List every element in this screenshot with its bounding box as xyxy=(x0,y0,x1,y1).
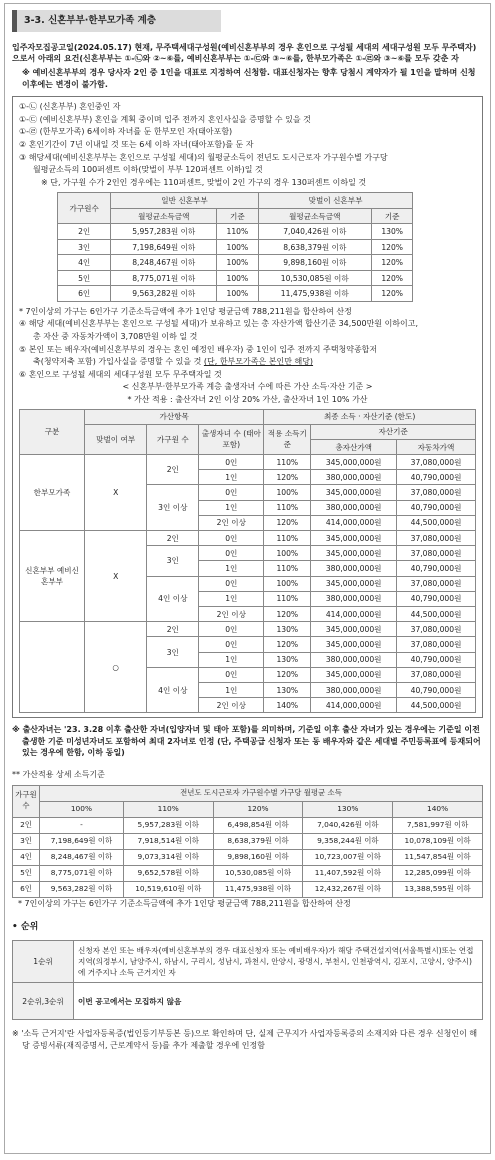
table-row xyxy=(13,817,483,833)
cell: 3인 xyxy=(13,833,40,849)
detail-title: ** 가산적용 상세 소득기준 xyxy=(12,770,105,780)
table-row xyxy=(20,622,476,637)
cell: 414,000,000원 xyxy=(311,606,397,621)
cell: 40,790,000원 xyxy=(397,591,476,606)
cell: 37,080,000원 xyxy=(397,531,476,546)
cell: 4인 xyxy=(58,255,111,271)
cell: 100% xyxy=(217,255,259,271)
cell: 10,519,610원 이하 xyxy=(123,881,213,897)
cell: 0인 xyxy=(199,667,264,682)
cell: 2인 이상 xyxy=(199,515,264,530)
cell: 7,581,997원 이하 xyxy=(393,817,483,833)
cell: 5인 xyxy=(58,270,111,286)
th-std: 기준 xyxy=(371,208,413,224)
members-cell: 3인 xyxy=(147,546,199,576)
cell: 345,000,000원 xyxy=(311,576,397,591)
cell: 1인 xyxy=(199,591,264,606)
cell: 10,530,085원 이하 xyxy=(213,865,303,881)
th-income: 월평균소득금액 xyxy=(111,208,217,224)
bonus-subcaption: * 가산 적용 : 출산자녀 2인 이상 20% 가산, 출산자녀 1인 10% 가산 xyxy=(127,394,368,404)
cell: 0인 xyxy=(199,576,264,591)
cell: 120% xyxy=(371,239,413,255)
rank23-label: 2순위,3순위 xyxy=(13,983,74,1020)
cell: 44,500,000원 xyxy=(397,515,476,530)
section-title: 3-3. 신혼부부·한부모가족 계층 xyxy=(12,10,221,32)
detail-footnote: * 7인이상의 가구는 6인가구 기준소득금액에 추가 1인당 평균금액 788,211원을 합산하여 산정 xyxy=(18,898,351,908)
cell: 10,078,109원 이하 xyxy=(393,833,483,849)
req-line: ①-㉡ (신혼부부) 혼인중인 자 xyxy=(19,102,121,112)
cell: 110% xyxy=(264,531,311,546)
table-row xyxy=(58,239,413,255)
th-asset: 자산기준 xyxy=(311,424,476,439)
cell: 2인 이상 xyxy=(199,698,264,713)
cell: 100% xyxy=(264,576,311,591)
cell: 110% xyxy=(264,500,311,515)
cell: 8,638,379원 이하 xyxy=(258,239,371,255)
cell: 8,775,071원 이하 xyxy=(40,865,124,881)
cell: 1인 xyxy=(199,500,264,515)
cell: 110% xyxy=(264,561,311,576)
cell: 130% xyxy=(264,652,311,667)
cell: 9,563,282원 이하 xyxy=(40,881,124,897)
th-add: 가산항목 xyxy=(85,409,264,424)
bonus-table xyxy=(19,409,476,714)
cell: 8,248,467원 이하 xyxy=(40,849,124,865)
cell: 3인 xyxy=(58,239,111,255)
cell: 100% xyxy=(217,286,259,302)
cell: 380,000,000원 xyxy=(311,591,397,606)
cell: 1인 xyxy=(199,652,264,667)
cell: 13,388,595원 이하 xyxy=(393,881,483,897)
intro-text: 입주자모집공고일(2024.05.17) 현재, 무주택세대구성원(예비신혼부부의 경우 혼인으로 구성될 세대의 세대구성원 모두 무주택자)으로서 아래의 요건(신혼부부는 ①-㉡와 ②~⑥를, 예비신혼부부는 ①-㉢와 ③~⑥를, 한부모가족은 ①-㉣와 ③~⑥를 모두 갖춘 자 xyxy=(12,42,477,64)
req-line: ①-㉣ (한부모가족) 6세이하 자녀를 둔 한부모인 자(태아포함) xyxy=(19,127,233,137)
cell: 0인 xyxy=(199,546,264,561)
cell: 2인 xyxy=(58,224,111,240)
cell: 7,198,649원 이하 xyxy=(40,833,124,849)
cell: 345,000,000원 xyxy=(311,622,397,637)
cell: 11,475,938원 이하 xyxy=(258,286,371,302)
cell: 6인 xyxy=(58,286,111,302)
cell: 5,957,283원 이하 xyxy=(123,817,213,833)
final-note: ※ '소득 근거지'란 사업자등록증(법인등기부등본 등)으로 확인하며 단, 실제 근무지가 사업자등록증의 소재지와 다른 경우 신청인이 해당 증빙서류(재직증명서, 근로계약서 등)를 추가 제출할 경우에 인정함 xyxy=(12,1029,478,1050)
cell: 414,000,000원 xyxy=(311,515,397,530)
cell: 345,000,000원 xyxy=(311,531,397,546)
cell: 6,498,854원 이하 xyxy=(213,817,303,833)
after-line-part: 축(청약저축 포함) 가입사실을 증명할 수 있을 것 xyxy=(33,357,202,367)
cell: 345,000,000원 xyxy=(311,455,397,470)
rank1-text: 신청자 본인 또는 배우자(예비신혼부부의 경우 대표신청자 또는 예비배우자)가 해당 주택건설지역(서울특별시)또는 연접지역(의정부시, 남양주시, 하남시, 구리시, 성남시, 과천시, 안양시, 광명시, 부천시, 인천광역시, 김포시, 고양시, 양주시)에 거주지나 소득 근거지인 자 xyxy=(74,941,483,983)
th-income: 월평균소득금액 xyxy=(258,208,371,224)
cell: 380,000,000원 xyxy=(311,561,397,576)
th-main: 전년도 도시근로자 가구원수별 가구당 월평균 소득 xyxy=(40,785,483,801)
group-label xyxy=(20,622,85,713)
cell: 120% xyxy=(264,606,311,621)
cell: 8,638,379원 이하 xyxy=(213,833,303,849)
birth-note: ※ 출산자녀는 '23. 3.28 이후 출산한 자녀(입양자녀 및 태아 포함)를 의미하며, 기준일 이후 출산 자녀가 있는 경우에는 기준일 이전 출생한 기준 미성년자녀도 포함하여 최대 2자녀로 인정 (단, 주택공급 신청자 또는 동 배우자와 같은 세대별 주민등록표에 등재되어 있는 경우에 한함, 이하 동일) xyxy=(12,725,481,758)
th-col: 100% xyxy=(40,801,124,817)
cell: 345,000,000원 xyxy=(311,637,397,652)
after-line: ④ 해당 세대(예비신혼부부는 혼인으로 구성될 세대)가 보유하고 있는 총 자산가액 합산기준 34,500만원 이하이고, xyxy=(19,319,419,329)
table-row xyxy=(58,270,413,286)
cell: 44,500,000원 xyxy=(397,606,476,621)
table-row xyxy=(58,255,413,271)
cell: 5인 xyxy=(13,865,40,881)
cell: 120% xyxy=(264,515,311,530)
th-members: 가구원 수 xyxy=(147,424,199,454)
cell: 414,000,000원 xyxy=(311,698,397,713)
cell: 110% xyxy=(264,591,311,606)
cell: 44,500,000원 xyxy=(397,698,476,713)
th-type: 구분 xyxy=(20,409,85,455)
cell: 100% xyxy=(217,270,259,286)
cell: 100% xyxy=(264,546,311,561)
req-line: ② 혼인기간이 7년 이내일 것 또는 6세 이하 자녀(태아포함)를 둔 자 xyxy=(19,139,254,149)
cell: 0인 xyxy=(199,622,264,637)
cell: 7,040,426원 이하 xyxy=(303,817,393,833)
table-row xyxy=(20,455,476,470)
after-line: ⑥ 혼인으로 구성될 세대의 세대구성원 모두 무주택자일 것 xyxy=(19,369,222,379)
members-cell: 3인 xyxy=(147,637,199,667)
members-cell: 4인 이상 xyxy=(147,667,199,713)
th-col: 140% xyxy=(393,801,483,817)
cell: 7,918,514원 이하 xyxy=(123,833,213,849)
document-page xyxy=(4,3,491,1154)
cell: 10,530,085원 이하 xyxy=(258,270,371,286)
detail-table xyxy=(12,785,483,898)
cell: 11,475,938원 이하 xyxy=(213,881,303,897)
cell: 9,073,314원 이하 xyxy=(123,849,213,865)
cell: 0인 xyxy=(199,455,264,470)
group-label: 한부모가족 xyxy=(20,455,85,531)
cell: 10,723,007원 이하 xyxy=(303,849,393,865)
cell: 40,790,000원 xyxy=(397,561,476,576)
cell: 40,790,000원 xyxy=(397,682,476,697)
req-line: ※ 단, 가구원 수가 2인인 경우에는 110퍼센트, 맞벌이 2인 가구의 경우 130퍼센트 이하일 것 xyxy=(41,177,367,187)
table-row xyxy=(13,881,483,897)
cell: 4인 xyxy=(13,849,40,865)
table-row xyxy=(58,224,413,240)
dual-flag: ○ xyxy=(85,622,147,713)
after-line-underlined: (단, 한부모가족은 본인만 해당) xyxy=(203,357,314,367)
dual-flag: X xyxy=(85,455,147,531)
cell: 120% xyxy=(264,470,311,485)
cell: 120% xyxy=(264,637,311,652)
th-births: 출생자녀 수 (태아포함) xyxy=(199,424,264,454)
cell: 120% xyxy=(371,286,413,302)
after-line: ⑤ 본인 또는 배우자(예비신혼부부의 경우는 혼인 예정인 배우자) 중 1인이 입주 전까지 주택청약종합저 xyxy=(19,344,378,354)
cell: 140% xyxy=(264,698,311,713)
table-row xyxy=(58,286,413,302)
table-row xyxy=(13,983,483,1020)
cell: 380,000,000원 xyxy=(311,500,397,515)
th-members: 가구원 수 xyxy=(13,785,40,817)
cell: 1인 xyxy=(199,561,264,576)
cell: 7,040,426원 이하 xyxy=(258,224,371,240)
members-cell: 3인 이상 xyxy=(147,485,199,531)
cell: 345,000,000원 xyxy=(311,546,397,561)
cell: 0인 xyxy=(199,485,264,500)
th-final: 최종 소득 · 자산기준 (한도) xyxy=(264,409,476,424)
after-line: 총 자산 중 자동차가액이 3,708만원 이하 일 것 xyxy=(33,331,198,341)
cell: 380,000,000원 xyxy=(311,652,397,667)
cell: 37,080,000원 xyxy=(397,546,476,561)
cell: 37,080,000원 xyxy=(397,667,476,682)
cell: 1인 xyxy=(199,470,264,485)
rank23-text: 이번 공고에서는 모집하지 않음 xyxy=(74,983,483,1020)
cell: 110% xyxy=(217,224,259,240)
cell: 40,790,000원 xyxy=(397,500,476,515)
cell: 130% xyxy=(264,682,311,697)
cell: 380,000,000원 xyxy=(311,682,397,697)
cell: 9,652,578원 이하 xyxy=(123,865,213,881)
cell: 120% xyxy=(371,270,413,286)
dual-flag: X xyxy=(85,531,147,622)
table-row xyxy=(13,849,483,865)
req-line: 월평균소득의 100퍼센트 이하(맞벌이 부부 120퍼센트 이하)일 것 xyxy=(33,165,263,175)
th-car: 자동차가액 xyxy=(397,439,476,454)
cell: 12,285,099원 이하 xyxy=(393,865,483,881)
cell: 40,790,000원 xyxy=(397,652,476,667)
cell: 11,407,592원 이하 xyxy=(303,865,393,881)
table-row xyxy=(20,531,476,546)
th-dual: 맞벌이 신혼부부 xyxy=(258,193,413,209)
cell: 8,248,467원 이하 xyxy=(111,255,217,271)
cell: 120% xyxy=(264,667,311,682)
th-std: 기준 xyxy=(217,208,259,224)
after-line: * 7인이상의 가구는 6인가구 기준소득금액에 추가 1인당 평균금액 788,211원을 합산하여 산정 xyxy=(19,306,352,316)
table-row xyxy=(13,865,483,881)
cell: 37,080,000원 xyxy=(397,485,476,500)
th-dual: 맞벌이 여부 xyxy=(85,424,147,454)
cell: 9,898,160원 이하 xyxy=(258,255,371,271)
note-text: ※ 예비신혼부부의 경우 당사자 2인 중 1인을 대표로 지정하여 신청함. 대표신청자는 향후 당첨시 계약자가 될 1인을 말하며 신청 이후에는 변경이 불가함. xyxy=(22,67,476,89)
cell: 40,790,000원 xyxy=(397,470,476,485)
cell: 100% xyxy=(264,485,311,500)
cell: 37,080,000원 xyxy=(397,576,476,591)
bonus-caption: < 신혼부부·한부모가족 계층 출생자녀 수에 따른 가산 소득·자산 기준 > xyxy=(122,382,373,392)
table-row xyxy=(13,833,483,849)
cell: 345,000,000원 xyxy=(311,485,397,500)
cell: 5,957,283원 이하 xyxy=(111,224,217,240)
cell: 9,563,282원 이하 xyxy=(111,286,217,302)
members-cell: 2인 xyxy=(147,531,199,546)
cell: 0인 xyxy=(199,637,264,652)
th-col: 120% xyxy=(213,801,303,817)
requirements-box xyxy=(12,96,483,718)
cell: 100% xyxy=(217,239,259,255)
cell: 9,898,160원 이하 xyxy=(213,849,303,865)
cell: - xyxy=(40,817,124,833)
members-cell: 2인 xyxy=(147,622,199,637)
after-line xyxy=(19,356,476,368)
cell: 130% xyxy=(264,622,311,637)
income-table xyxy=(57,192,413,302)
cell: 37,080,000원 xyxy=(397,455,476,470)
req-line: ①-㉢ (예비신혼부부) 혼인을 계획 중이며 입주 전까지 혼인사실을 증명할 수 있을 것 xyxy=(19,114,311,124)
th-total: 총자산가액 xyxy=(311,439,397,454)
cell: 2인 xyxy=(13,817,40,833)
cell: 130% xyxy=(371,224,413,240)
cell: 7,198,649원 이하 xyxy=(111,239,217,255)
cell: 37,080,000원 xyxy=(397,622,476,637)
th-general: 일반 신혼부부 xyxy=(111,193,258,209)
cell: 12,432,267원 이하 xyxy=(303,881,393,897)
cell: 6인 xyxy=(13,881,40,897)
order-title: • 순위 xyxy=(12,922,39,933)
th-col: 130% xyxy=(303,801,393,817)
cell: 11,547,854원 이하 xyxy=(393,849,483,865)
cell: 1인 xyxy=(199,682,264,697)
cell: 37,080,000원 xyxy=(397,637,476,652)
th-col: 110% xyxy=(123,801,213,817)
cell: 345,000,000원 xyxy=(311,667,397,682)
th-rate: 적용 소득기준 xyxy=(264,424,311,454)
cell: 2인 이상 xyxy=(199,606,264,621)
req-line: ③ 해당세대(예비신혼부부는 혼인으로 구성될 세대)의 월평균소득이 전년도 도시근로자 가구원수별 가구당 xyxy=(19,152,388,162)
members-cell: 4인 이상 xyxy=(147,576,199,622)
members-cell: 2인 xyxy=(147,455,199,485)
cell: 120% xyxy=(371,255,413,271)
th-members: 가구원수 xyxy=(58,193,111,224)
cell: 0인 xyxy=(199,531,264,546)
cell: 110% xyxy=(264,455,311,470)
cell: 9,358,244원 이하 xyxy=(303,833,393,849)
group-label: 신혼부부 예비신혼부부 xyxy=(20,531,85,622)
order-table xyxy=(12,940,483,1020)
table-row xyxy=(13,941,483,983)
cell: 8,775,071원 이하 xyxy=(111,270,217,286)
rank1-label: 1순위 xyxy=(13,941,74,983)
cell: 380,000,000원 xyxy=(311,470,397,485)
